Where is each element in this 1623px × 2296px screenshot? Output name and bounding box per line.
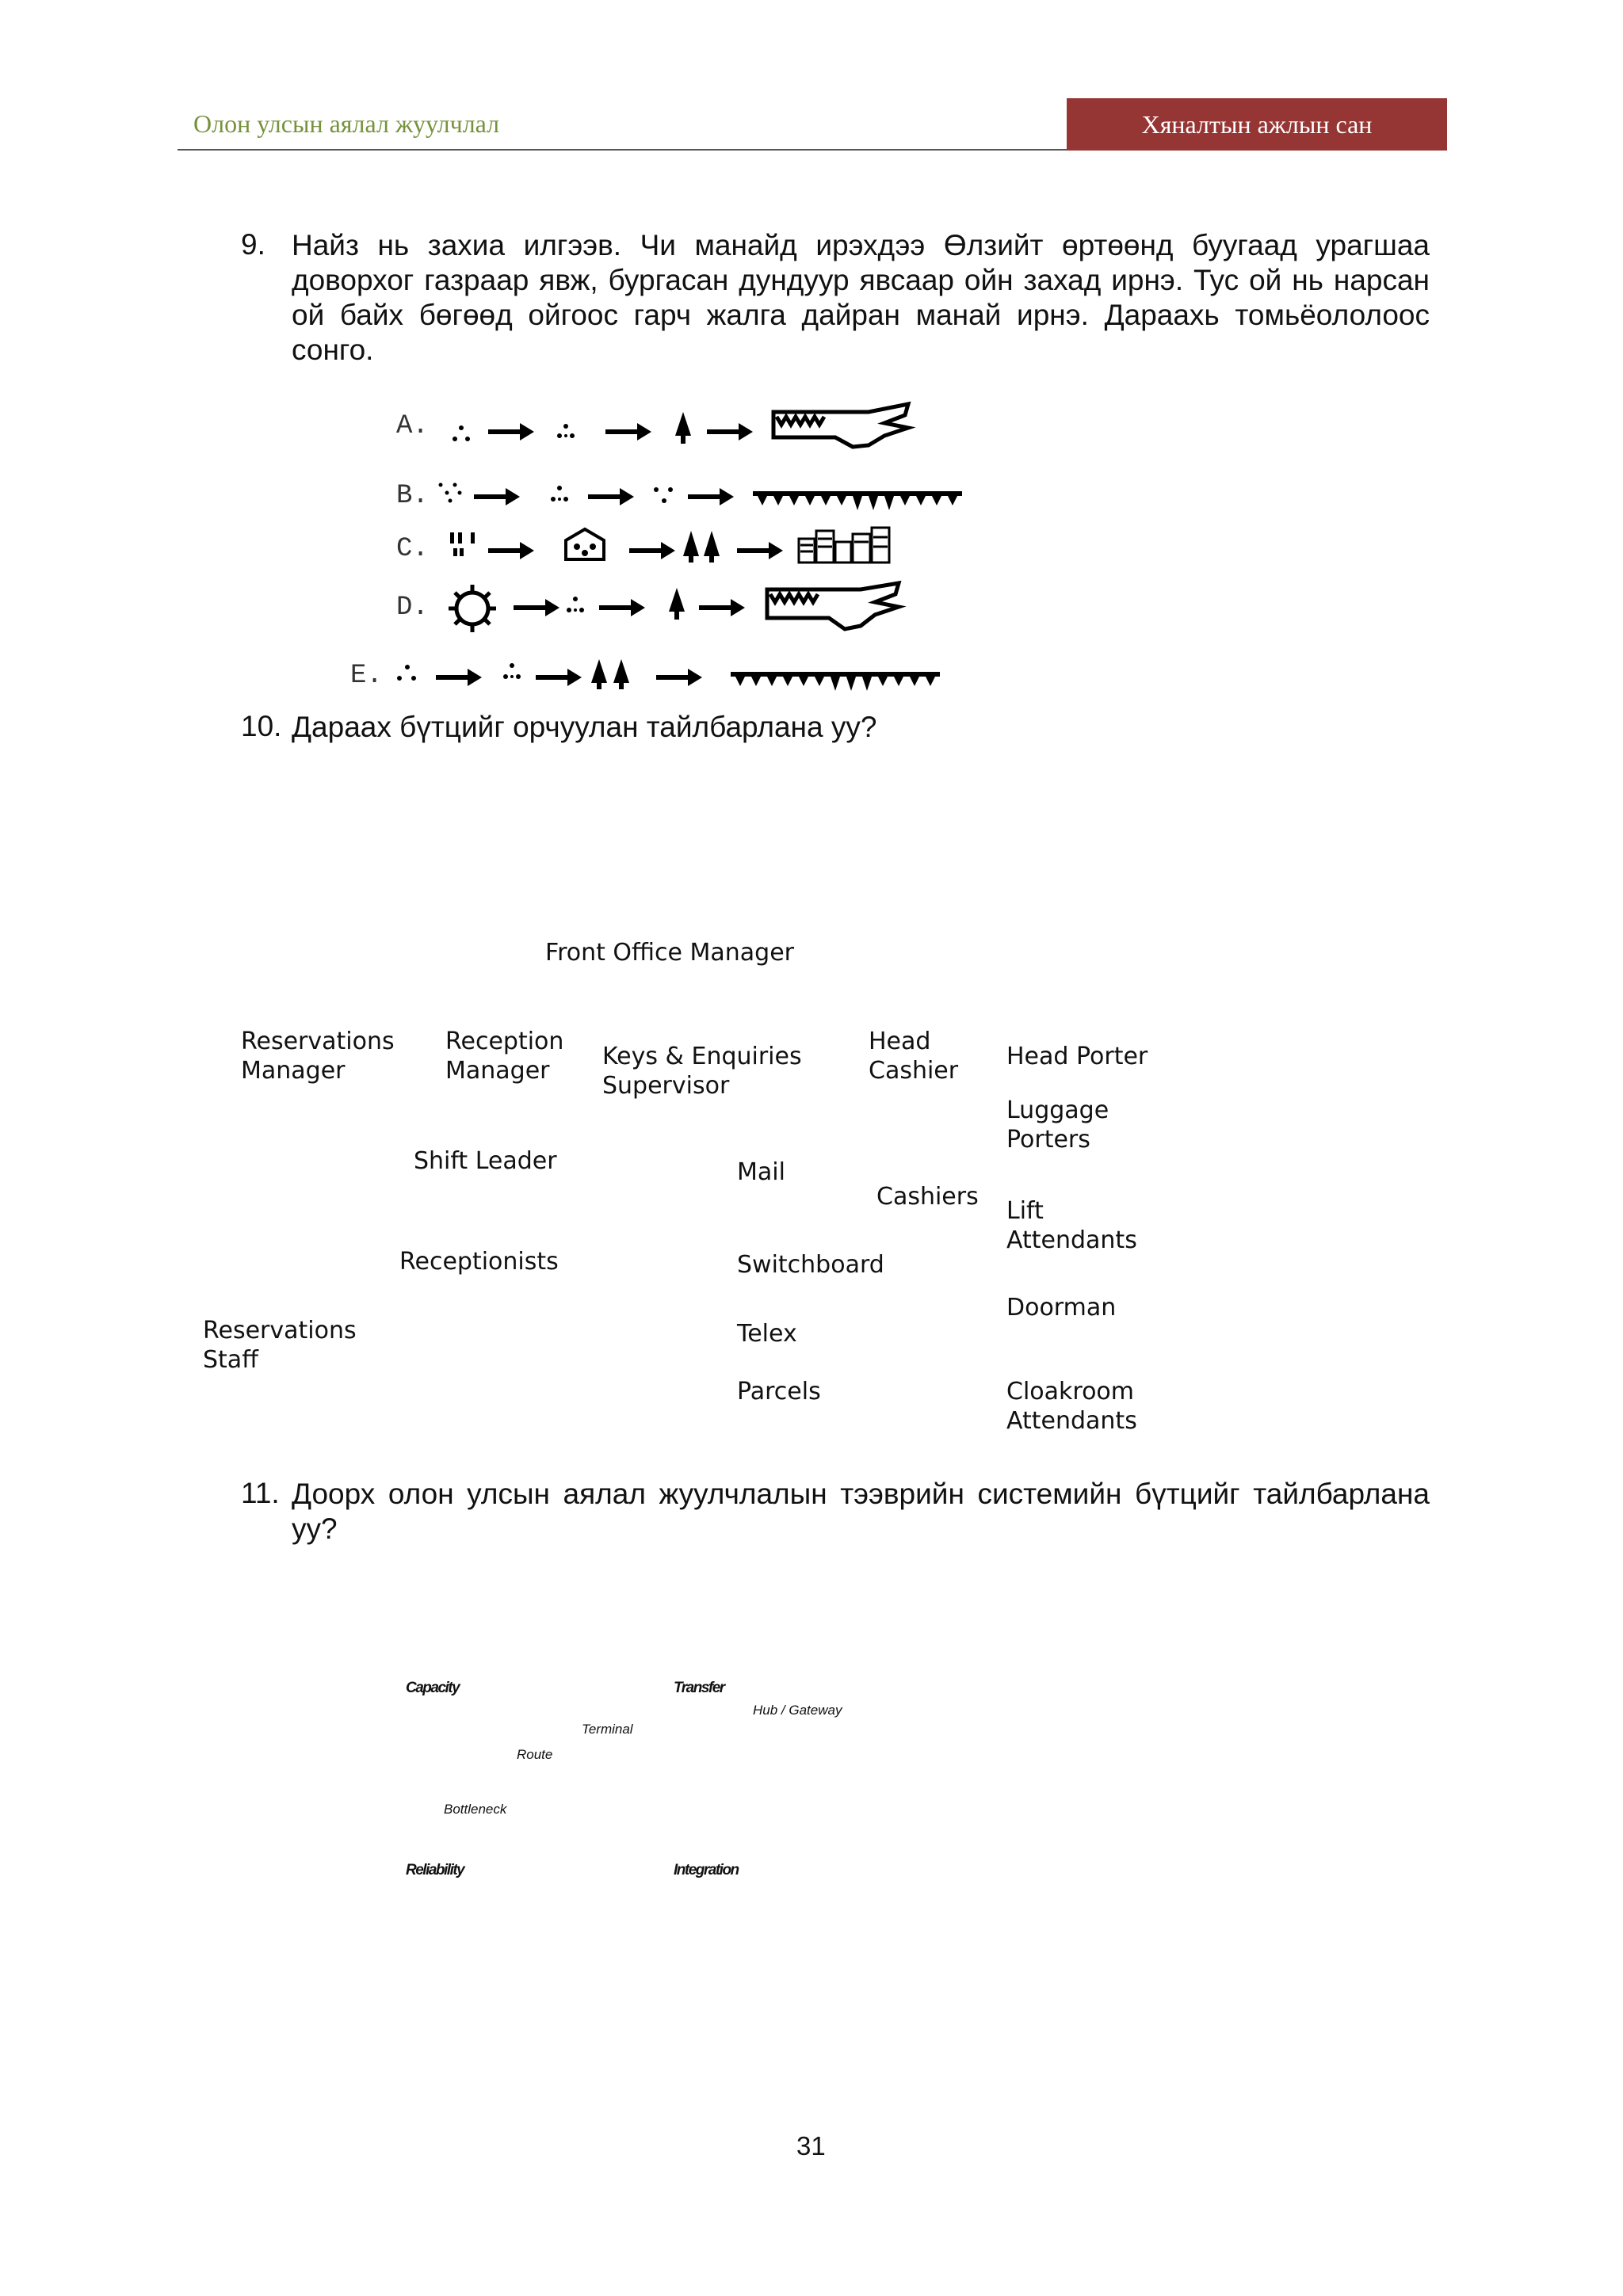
dots-icon <box>551 486 568 502</box>
option-d-route <box>441 582 916 653</box>
org-mail: Mail <box>737 1158 785 1186</box>
org-telex: Telex <box>737 1320 797 1348</box>
option-e-letter: E. <box>350 661 383 691</box>
diagram-transfer: Transfer <box>674 1680 724 1696</box>
org-head-porter: Head Porter <box>1006 1043 1148 1070</box>
org-shift-leader: Shift Leader <box>414 1147 557 1175</box>
arrow-icon <box>536 669 582 686</box>
arrow-icon <box>629 542 675 559</box>
option-e-route <box>391 654 962 702</box>
question-9-text: Найз нь захиа илгээв. Чи манайд ирэхдээ Өлзийт өртөөнд буугаад урагшаа доворхог газраар явж, бургасан дундуур явсаар ойн захад ирнэ. Тус ой нь нарсан ой байх бөгөөд ойгоос гарч жалга дайран манай ирнэ. Дараахь томьёололоос сонго. <box>292 229 1430 366</box>
trees-icon <box>591 659 629 689</box>
diagram-reliability: Reliability <box>406 1862 464 1878</box>
circle-icon <box>449 585 496 632</box>
house-icon <box>566 529 604 559</box>
dots-icon <box>567 597 584 612</box>
option-a-letter: A. <box>396 411 429 441</box>
arrow-icon <box>699 599 745 616</box>
question-10-number: 10. <box>241 710 282 742</box>
header-right-title: Хяналтын ажлын сан <box>1141 109 1373 139</box>
option-c-letter: C. <box>396 534 429 564</box>
arrow-icon <box>688 488 734 505</box>
arrow-icon <box>488 542 534 559</box>
org-head-cashier: Head Cashier <box>869 1028 959 1085</box>
dots-icon <box>503 663 521 679</box>
dots-icon <box>654 487 673 503</box>
tree-icon <box>675 412 691 444</box>
diagram-bottleneck: Bottleneck <box>444 1802 507 1817</box>
org-doorman: Doorman <box>1006 1294 1117 1322</box>
header-left-title: Олон улсын аялал жуулчлал <box>193 109 500 138</box>
arrow-icon <box>737 542 783 559</box>
org-reception-manager: Reception Manager <box>445 1028 564 1085</box>
question-11-number: 11. <box>241 1477 280 1509</box>
diagram-terminal: Terminal <box>582 1722 633 1737</box>
arrow-icon <box>474 488 520 505</box>
diagram-integration: Integration <box>674 1862 739 1878</box>
question-11-text: Доорх олон улсын аялал жуулчлалын тээврийн системийн бүтцийг тайлбарлана уу? <box>292 1478 1430 1545</box>
arrow-icon <box>488 423 534 441</box>
org-luggage-porters: Luggage Porters <box>1006 1097 1109 1154</box>
org-keys-enquiries-supervisor: Keys & Enquiries Supervisor <box>602 1043 802 1100</box>
question-10-text: Дараах бүтцийг орчуулан тайлбарлана уу? <box>292 711 877 743</box>
arrow-icon <box>588 488 634 505</box>
arrow-icon <box>514 599 559 616</box>
header-rule <box>178 149 1067 151</box>
org-switchboard: Switchboard <box>737 1251 884 1279</box>
quote-icon <box>450 532 475 556</box>
page-number: 31 <box>796 2131 826 2161</box>
question-9-number: 9. <box>241 228 265 261</box>
arrow-icon <box>599 599 645 616</box>
org-receptionists: Receptionists <box>399 1248 559 1276</box>
org-parcels: Parcels <box>737 1378 821 1405</box>
option-a-route <box>441 401 916 472</box>
tree-icon <box>669 588 685 620</box>
option-b-route <box>433 474 972 521</box>
arrow-icon <box>707 423 753 441</box>
diagram-capacity: Capacity <box>406 1680 460 1696</box>
org-front-office-manager: Front Office Manager <box>545 939 795 967</box>
diagram-hub-gateway: Hub / Gateway <box>753 1703 842 1718</box>
arrow-icon <box>656 669 702 686</box>
crocodile-icon <box>767 583 899 629</box>
header-right-banner <box>1067 98 1447 151</box>
option-d-letter: D. <box>396 593 429 623</box>
buildings-icon <box>799 528 889 563</box>
crocodile-icon <box>773 404 908 447</box>
ravine-icon <box>753 491 962 510</box>
org-lift-attendants: Lift Attendants <box>1006 1197 1137 1254</box>
option-c-route <box>442 523 949 574</box>
org-cashiers: Cashiers <box>876 1183 979 1211</box>
org-cloakroom-attendants: Cloakroom Attendants <box>1006 1378 1137 1435</box>
trees-icon <box>683 531 720 563</box>
org-reservations-staff: Reservations Staff <box>203 1317 357 1374</box>
org-reservations-manager: Reservations Manager <box>241 1028 395 1085</box>
dots-icon <box>453 425 470 441</box>
option-b-letter: B. <box>396 481 429 511</box>
arrow-icon <box>605 423 651 441</box>
diagram-route: Route <box>517 1747 553 1762</box>
dots-icon <box>397 665 416 681</box>
ravine-icon <box>731 672 940 691</box>
grass-icon <box>439 483 462 503</box>
arrow-icon <box>436 669 482 686</box>
dots-icon <box>557 424 575 438</box>
